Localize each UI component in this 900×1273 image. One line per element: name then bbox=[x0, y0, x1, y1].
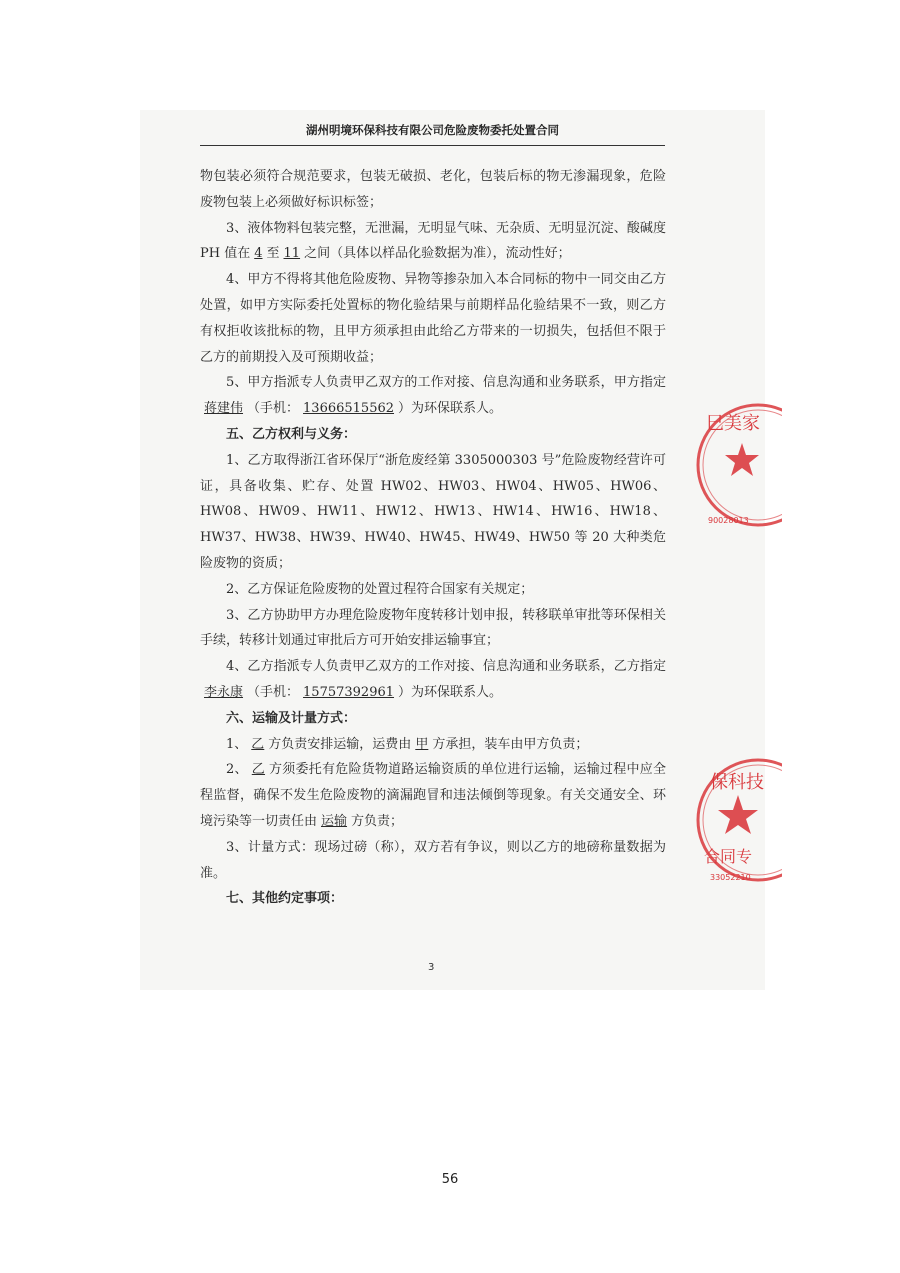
paragraph-transport-liability: 2、 乙 方须委托有危险货物道路运输资质的单位进行运输，运输过程中应全程监督，确保不发生危险废物的滴漏跑冒和违法倾倒等现象。有关交通安全、环境污染等一切责任由 运输 方负责； bbox=[200, 762, 666, 829]
paragraph: 4、甲方不得将其他危险废物、异物等掺杂加入本合同标的物中一同交由乙方处置，如甲方实际委托处置标的物化验结果与前期样品化验结果不一致，则乙方有权拒收该批标的物，且甲方须承担由此给乙方带来的一切损失，包括但不限于乙方的前期投入及可预期收益； bbox=[200, 272, 666, 365]
seal2-text: 保科技 bbox=[710, 772, 764, 793]
paragraph: 1、乙方取得浙江省环保厅“浙危废经第 3305000303 号”危险废物经营许可证，具备收集、贮存、处置 HW02、HW03、HW04、HW05、HW06、HW08、HW09、HW11、HW12、HW13、HW14、HW16、HW18、HW37、HW38、HW39、HW40、HW45、HW49、HW50 等 20 大种类危险废物的资质； bbox=[200, 452, 666, 571]
company-seal-stamp bbox=[686, 395, 782, 535]
paragraph: 2、乙方保证危险废物的处置过程符合国家有关规定； bbox=[226, 581, 534, 597]
paragraph-party-a-contact: 5、甲方指派专人负责甲乙双方的工作对接、信息沟通和业务联系，甲方指定蒋建伟 （手机： 13666515562 ）为环保联系人。 bbox=[200, 370, 666, 422]
seal-graphic bbox=[686, 395, 782, 535]
contract-body bbox=[200, 164, 666, 912]
paragraph-liquid: 3、液体物料包装完整，无泄漏，无明显气味、无杂质、无明显沉淀、酸碱度 PH 值在 4 至 11 之间（具体以样品化验数据为准），流动性好； bbox=[200, 220, 666, 262]
transport-party: 乙 bbox=[251, 736, 265, 752]
paragraph: 物包装必须符合规范要求，包装无破损、老化，包装后标的物无渗漏现象，危险废物包装上必须做好标识标签； bbox=[200, 169, 666, 210]
paragraph-transport: 1、 乙 方负责安排运输，运费由 甲 方承担，装车由甲方负责； bbox=[226, 736, 589, 752]
seal1-text: 巳美家 bbox=[706, 413, 760, 434]
party-b-contact-phone: 15757392961 bbox=[303, 684, 395, 700]
paragraph: 3、计量方式：现场过磅（称），双方若有争议，则以乙方的地磅称量数据为准。 bbox=[200, 839, 666, 881]
seal1-code: 90028013 bbox=[708, 516, 749, 525]
page-number: 56 bbox=[441, 1172, 459, 1187]
entrusting-party: 乙 bbox=[251, 762, 266, 778]
paragraph: 3、乙方协助甲方办理危险废物年度转移计划申报，转移联单审批等环保相关手续，转移计划通过审批后方可开始安排运输事宜； bbox=[200, 607, 666, 649]
seal-graphic bbox=[686, 750, 782, 890]
ph-low-value: 4 bbox=[254, 246, 263, 262]
inner-page-number: 3 bbox=[428, 962, 435, 973]
ph-high-value: 11 bbox=[283, 246, 301, 262]
freight-party: 甲 bbox=[415, 736, 429, 752]
document-header: 湖州明境环保科技有限公司危险废物委托处置合同 bbox=[306, 123, 559, 137]
seal2-text2: 合同专 bbox=[704, 847, 753, 866]
party-b-contact-name: 李永康 bbox=[204, 684, 244, 700]
contract-seal-stamp bbox=[686, 750, 782, 890]
section-heading: 五、乙方权利与义务： bbox=[226, 426, 357, 442]
seal2-code: 33052210 bbox=[710, 873, 751, 882]
section-heading: 七、其他约定事项： bbox=[226, 891, 344, 907]
party-a-contact-name: 蒋建伟 bbox=[204, 401, 244, 417]
section-heading: 六、运输及计量方式： bbox=[226, 710, 357, 726]
responsible-party: 运输 bbox=[321, 813, 348, 829]
party-a-contact-phone: 13666515562 bbox=[303, 401, 395, 417]
header-rule bbox=[200, 145, 665, 146]
paragraph-party-b-contact: 4、乙方指派专人负责甲乙双方的工作对接、信息沟通和业务联系，乙方指定李永康 （手机： 15757392961 ）为环保联系人。 bbox=[200, 654, 666, 706]
